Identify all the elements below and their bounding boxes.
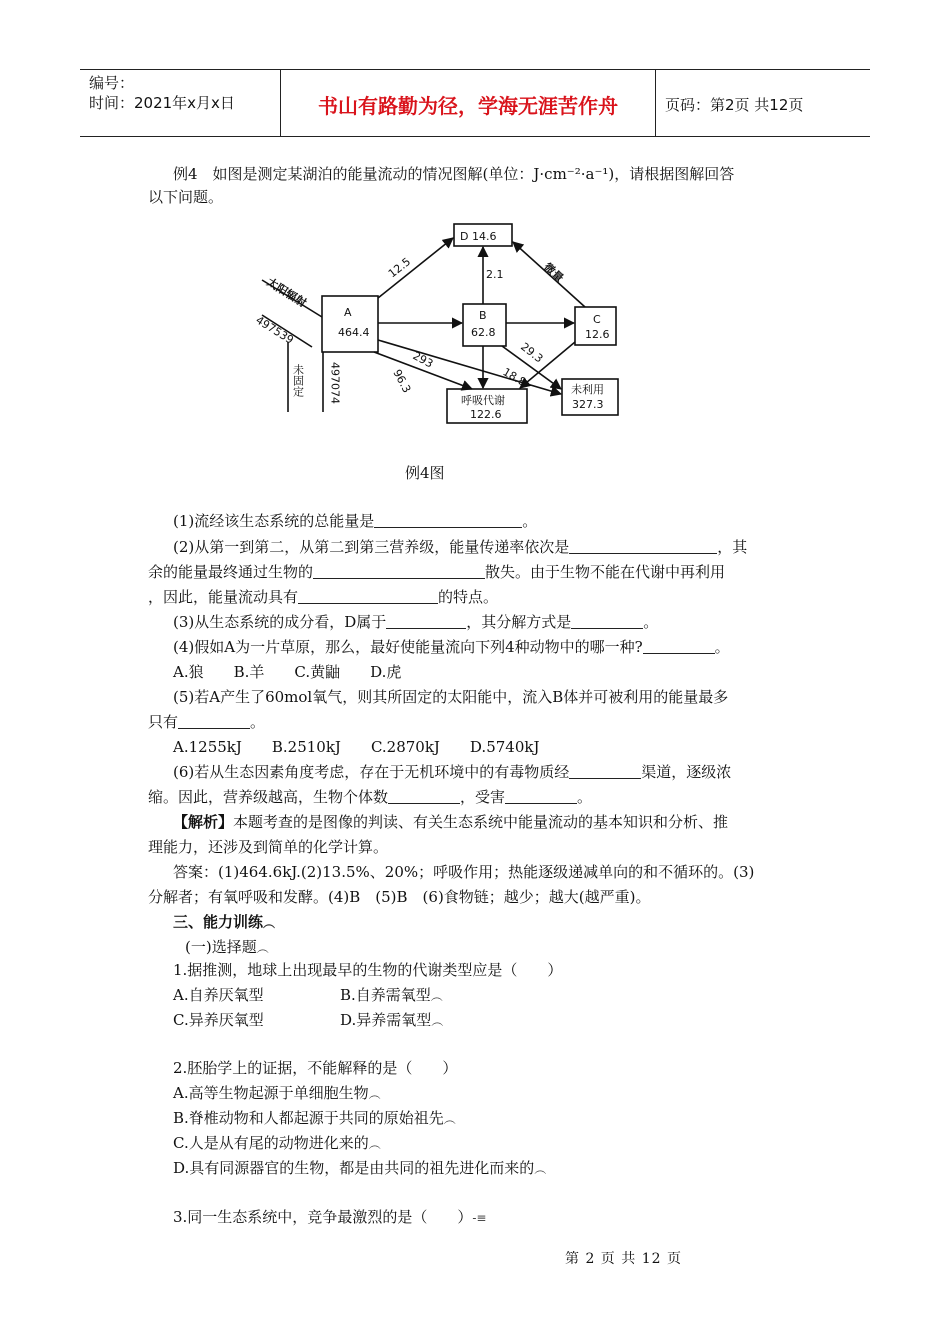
answer-line1: 答案：(1)464.6kJ.(2)13.5%、20%；呼吸作用；热能逐级递减单向的和不循环的。(3) (173, 863, 755, 881)
header-date: 时间：2021年x月x日 (89, 94, 235, 112)
question-2-text-f: 的特点。 (438, 588, 499, 606)
respiration-name: 呼吸代谢 (461, 394, 505, 407)
question-4 (173, 637, 730, 657)
mcq-1-option-D-text: D.异养需氧型 (340, 1011, 432, 1029)
question-3-text-a: (3)从生态系统的成分看，D属于 (173, 613, 387, 631)
question-3-text-b: ，其分解方式是 (466, 613, 572, 631)
analysis-line2: 理能力，还涉及到简单的化学计算。 (148, 838, 389, 856)
header-number-label: 编号： (89, 74, 135, 92)
mcq-2-option-C-text: C.人是从有尾的动物进化来的 (173, 1134, 369, 1152)
mcq-2-option-D (173, 1158, 546, 1179)
answer-blank[interactable] (386, 613, 466, 629)
paragraph-mark-icon: ︵ (368, 1137, 381, 1151)
mcq-2-option-A-text: A.高等生物起源于单细胞生物 (173, 1084, 369, 1102)
flow-C-D: 微量 (540, 260, 567, 285)
question-2-text-a: (2)从第一到第二，从第二到第三营养级，能量传递率依次是 (173, 538, 570, 556)
sun-label: 太阳辐射 (264, 275, 309, 310)
example-intro-line1: 例4 如图是测定某湖泊的能量流动的情况图解(单位：J·cm⁻²·a⁻¹)，请根据图解回答 (173, 165, 735, 183)
question-2-line3 (148, 587, 498, 607)
question-2-line1 (173, 537, 747, 557)
question-2-text-e: ，因此，能量流动具有 (148, 588, 299, 606)
sun-value: 497539 (253, 313, 296, 347)
answer-blank[interactable] (374, 512, 522, 528)
question-4-text: (4)假如A为一片草原，那么，最好使能量流向下列4种动物中的哪一种? (173, 638, 643, 656)
analysis-line1 (173, 812, 728, 832)
paragraph-mark-icon: ︵ (443, 1112, 456, 1126)
paragraph-mark-icon: ︵ (431, 1014, 444, 1028)
question-5-end: 。 (250, 713, 266, 731)
mcq-3-stem-text: 3.同一生态系统中，竞争最激烈的是（ ） (173, 1208, 473, 1226)
question-4-options: A.狼 B.羊 C.黄鼬 D.虎 (173, 663, 402, 681)
question-1-text: (1)流经该生态系统的总能量是 (173, 512, 375, 530)
question-5-line1: (5)若A产生了60mol氧气，则其所固定的太阳能中，流入B体并可被利用的能量最多 (173, 688, 729, 706)
example-intro-line2: 以下问题。 (148, 188, 224, 206)
paragraph-mark-icon: ︵ (256, 941, 269, 955)
analysis-text-1: 本题考查的是图像的判读、有关生态系统中能量流动的基本知识和分析、推 (233, 813, 729, 831)
header-divider-right (655, 70, 656, 136)
mcq-1-option-A: A.自养厌氧型 (173, 986, 264, 1004)
section-3-subtitle (185, 937, 269, 958)
question-6-text-b: 渠道，逐级浓 (641, 763, 732, 781)
question-2-text-c: 余的能量最终通过生物的 (148, 563, 314, 581)
unused-name: 未利用 (571, 383, 604, 396)
flow-B-D: 2.1 (486, 268, 504, 281)
mcq-3-stem (173, 1207, 486, 1228)
mcq-1-option-D (340, 1010, 443, 1031)
flow-A-resp: 96.3 (390, 367, 414, 396)
answer-blank[interactable] (571, 613, 643, 629)
answer-blank[interactable] (298, 588, 438, 604)
question-6-line2 (148, 787, 592, 807)
page-break-mark-icon: -≡ (472, 1211, 487, 1225)
answer-blank[interactable] (388, 788, 460, 804)
mcq-1-option-C: C.异养厌氧型 (173, 1011, 264, 1029)
paragraph-mark-icon: ︵ (368, 1087, 381, 1101)
mcq-2-option-D-text: D.具有同源器官的生物，都是由共同的祖先进化而来的 (173, 1159, 535, 1177)
energy-flow-diagram (240, 212, 660, 427)
A-name: A (344, 306, 352, 319)
section-3-title-text: 三、能力训练 (173, 913, 264, 931)
mcq-2-stem: 2.胚胎学上的证据，不能解释的是（ ） (173, 1059, 458, 1077)
question-2-text-b: ，其 (717, 538, 748, 556)
question-6-text-c: 缩。因此，营养级越高，生物个体数 (148, 788, 389, 806)
A-value: 464.4 (338, 326, 370, 339)
D-label: D 14.6 (460, 230, 497, 243)
answer-blank[interactable] (178, 713, 250, 729)
question-5-options: A.1255kJ B.2510kJ C.2870kJ D.5740kJ (173, 738, 540, 756)
unfixed-label: 未固定 (291, 364, 305, 397)
B-name: B (479, 309, 487, 322)
diagram-caption: 例4图 (405, 464, 445, 482)
flow-C-resp: 29.3 (518, 340, 546, 366)
answer-line2: 分解者；有氧呼吸和发酵。(4)B (5)B (6)食物链；越少；越大(越严重)。 (148, 888, 651, 906)
question-6-text-a: (6)若从生态因素角度考虑，存在于无机环境中的有毒物质经 (173, 763, 570, 781)
answer-blank[interactable] (643, 638, 715, 654)
mcq-2-option-C (173, 1133, 381, 1154)
section-3-subtitle-text: (一)选择题 (185, 938, 257, 956)
C-value: 12.6 (585, 328, 610, 341)
question-6-text-d: ，受害 (460, 788, 506, 806)
unused-value: 327.3 (572, 398, 604, 411)
box-A (322, 296, 378, 352)
question-6-end: 。 (577, 788, 593, 806)
mcq-1-option-B-text: B.自养需氧型 (340, 986, 431, 1004)
mcq-2-option-A (173, 1083, 381, 1104)
header-top-rule (80, 69, 870, 70)
section-3-title (173, 912, 275, 933)
question-2-line2 (148, 562, 725, 582)
mcq-1-stem: 1.据推测，地球上出现最早的生物的代谢类型应是（ ） (173, 961, 563, 979)
mcq-2-option-B-text: B.脊椎动物和人都起源于共同的原始祖先 (173, 1109, 444, 1127)
question-5-text-b: 只有 (148, 713, 179, 731)
header-divider-left (280, 70, 281, 136)
question-2-text-d: 散失。由于生物不能在代谢中再利用 (485, 563, 726, 581)
header-bottom-rule (80, 136, 870, 137)
paragraph-mark-icon: ︵ (534, 1162, 547, 1176)
answer-blank[interactable] (505, 788, 577, 804)
question-1-end: 。 (522, 512, 538, 530)
B-value: 62.8 (471, 326, 496, 339)
mcq-1-option-B (340, 985, 443, 1006)
question-1 (173, 511, 537, 531)
header-motto: 书山有路勤为径，学海无涯苦作舟 (318, 94, 618, 118)
question-3-end: 。 (643, 613, 659, 631)
C-name: C (593, 313, 601, 326)
answer-blank[interactable] (569, 763, 641, 779)
answer-blank[interactable] (569, 538, 717, 554)
header-page-number: 页码：第2页 共12页 (665, 96, 804, 114)
flow-B-resp: 18.8 (500, 365, 529, 389)
paragraph-mark-icon: ︵ (430, 989, 443, 1003)
unfixed-value: 497074 (328, 362, 342, 404)
answer-blank[interactable] (313, 563, 485, 579)
mcq-2-option-B (173, 1108, 456, 1129)
analysis-tag: 【解析】 (173, 813, 234, 831)
question-6-line1 (173, 762, 731, 782)
question-3 (173, 612, 658, 632)
respiration-value: 122.6 (470, 408, 502, 421)
question-4-end: 。 (714, 638, 730, 656)
flow-A-D: 12.5 (385, 255, 414, 281)
page-footer: 第 2 页 共 12 页 (565, 1251, 682, 1267)
paragraph-mark-icon: ︵ (263, 916, 276, 930)
question-5-line2 (148, 712, 265, 732)
flow-A-unused: 293 (410, 349, 436, 371)
